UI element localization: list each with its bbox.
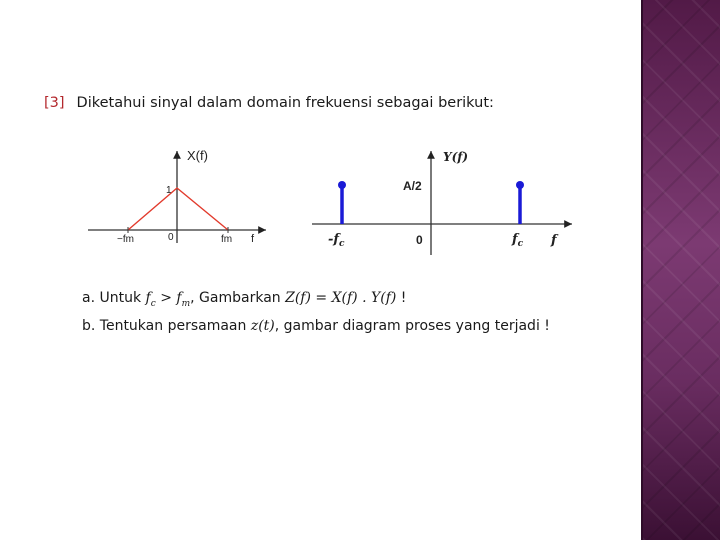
decorative-sidebar (641, 0, 720, 540)
z-formula: Z(f) = X(f) . Y(f) (285, 290, 397, 306)
fm-symbol: $f_m$ (176, 290, 191, 309)
x-axis-label: f (251, 233, 255, 245)
problem-text: Diketahui sinyal dalam domain frekuensi sebagai berikut: (76, 95, 494, 111)
y-title: Y(f) (443, 150, 469, 164)
spectrum-y (312, 150, 572, 255)
x-triangle-spectrum (128, 188, 228, 230)
y-amplitude-label: A/2 (403, 179, 422, 193)
x-origin-label: 0 (168, 232, 174, 243)
x-neg-fm-label: −fm (117, 234, 134, 245)
y-pos-fc-label: $f_c$ (512, 232, 524, 249)
problem-number: [3] (44, 95, 65, 111)
y-axis-label: f (551, 233, 557, 248)
spectrum-x (88, 148, 266, 245)
y-pos-impulse-dot (516, 181, 524, 189)
x-pos-fm-label: fm (221, 234, 233, 245)
x-peak-label: 1 (166, 185, 172, 196)
question-a: a. Untuk $f_c > f_m$, Gambarkan Z(f) = X(f) . Y(f) ! (82, 290, 407, 309)
x-title: X(f) (187, 148, 208, 163)
y-origin-label: 0 (416, 233, 423, 247)
y-neg-impulse-dot (338, 181, 346, 189)
question-b: b. Tentukan persamaan z(t), gambar diagram proses yang terjadi ! (82, 318, 550, 334)
problem-heading (44, 95, 494, 111)
fc-symbol: $f_c$ (145, 290, 156, 309)
zt-formula: z(t) (250, 318, 275, 334)
signal-figures (88, 143, 573, 258)
y-neg-fc-label: $-f_c$ (328, 232, 345, 249)
